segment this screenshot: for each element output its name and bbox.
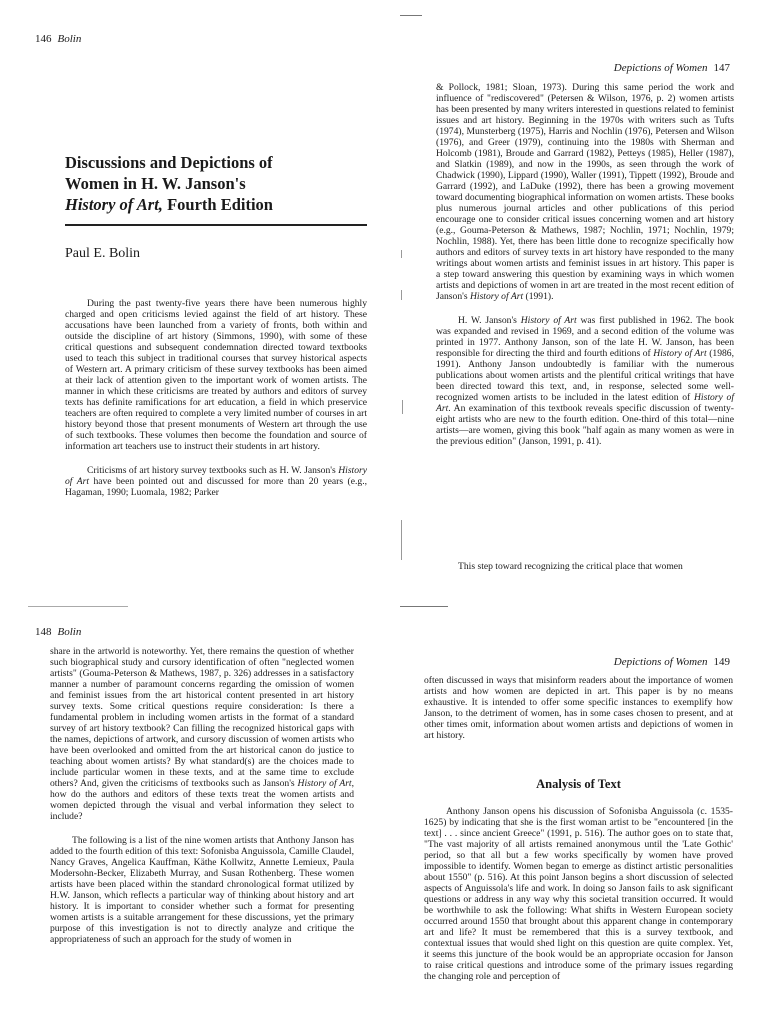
page-number: 149 — [713, 656, 730, 668]
paragraph: often discussed in ways that misinform readers about the importance of women artists and how women are depicted in art. This paper is by no means exhaustive. It is intended to offer some specific instances to exemplify how Janson, to the detriment of women, has in some cases chosen to present, and at other times omit, information about women artists and depictions of women in art history. — [424, 675, 733, 741]
running-head-147 — [614, 62, 730, 74]
column-147-body — [436, 82, 734, 447]
page-number: 147 — [713, 62, 730, 74]
gutter-mark — [401, 520, 402, 560]
column-149-body — [424, 675, 733, 741]
column-146-body — [65, 298, 367, 498]
paragraph — [65, 465, 367, 498]
text-run: (1991). — [523, 291, 554, 302]
text-run: have been pointed out and discussed for more than 20 years (e.g., Hagaman, 1990; Luomala, 1982; Parker — [65, 476, 367, 498]
book-title: History of Art — [297, 778, 352, 789]
title-line-3 — [65, 194, 385, 215]
page-number-146 — [35, 33, 81, 45]
text-run: share in the artworld is noteworthy. Yet, there remains the question of whether such biographical study and cursory identification of often "neglected women artists" (Gouma-Peterson & Mathews, 1987, p. 326) addresses in a satisfactory manner a number of paramount concerns regarding the omission of women and feminist issues from the art historical content presented in art history survey texts. Some critical questions require consideration: Is there a fundamental problem in including women artists in the format of a standard survey of art history textbook? Can filling the recognized historical gaps with the names, depictions of artwork, and cursory discussion of women artists who have been overlooked and omitted from the art historical canon do justice to teaching about women artists? By what standard(s) are the choices made to include particular women in these texts, and at the same time to exclude others? And, given the criticisms of textbooks such as Janson's — [50, 646, 354, 789]
title-line-1: Discussions and Depictions of — [65, 153, 273, 172]
page-number: 148 — [35, 626, 52, 638]
paragraph: The following is a list of the nine women artists that Anthony Janson has added to the fourth edition of this text: Sofonisba Anguissola, Camille Claudel, Nancy Graves, Angelica Kauffman, Käthe Kollwitz, Annette Lemieux, Paula Modersohn-Becker, Elizabeth Murray, and Susan Rothenberg. These women artists have been placed within the standard chronological format utilized by H.W. Janson, which reflects a particular way of thinking about history and art history. It is important to consider whether such a format for presenting women artists is a suitable arrangement for these discussions, yet the primary purpose of this investigation is not to directly analyze and critique the appropriateness of such an approach for the study of women in — [50, 835, 354, 945]
running-head-title: Depictions of Women — [613, 62, 708, 74]
paragraph — [436, 315, 734, 447]
running-head-author: Bolin — [57, 33, 82, 45]
section-heading: Analysis of Text — [536, 777, 621, 791]
running-head-title: Depictions of Women — [613, 656, 708, 668]
paragraph-continued: This step toward recognizing the critical place that women — [458, 561, 683, 572]
text-run: . An examination of this textbook reveals specific discussion of twenty-eight artists who are new to the fourth edition. One-third of this total—nine artists—are women, giving this book "half again as many women as were in the previous edition" (Janson, 1991, p. 41). — [436, 403, 734, 447]
text-run: was first published in 1962. The book was expanded and revised in 1969, and a second edition of the volume was printed in 1977. Anthony Janson, son of the late H. W. Janson, has been responsible for directing the third and fourth editions of — [436, 315, 734, 359]
running-head-author: Bolin — [57, 626, 82, 638]
page-number: 146 — [35, 33, 52, 45]
paragraph — [436, 82, 734, 302]
text-run: , how do the authors and editors of these texts treat the women artists and women depicted through the visual and verbal information they select to include? — [50, 778, 354, 822]
text-run: Criticisms of art history survey textbooks such as H. W. Janson's — [87, 465, 339, 476]
top-edge-mark — [400, 15, 422, 16]
spread-divider — [28, 606, 128, 607]
text-run: (1986, 1991). Anthony Janson undoubtedly is familiar with the numerous publications about women artists and the plentiful critical writings that have been directed toward this text, and, in response, selected some well-recognized women artists to be included in the latest edition of — [436, 348, 734, 403]
title-edition: Fourth Edition — [162, 195, 273, 214]
paragraph: During the past twenty-five years there have been numerous highly charged and open criticisms levied against the field of art history. These accusations have been launched from a variety of fronts, both within and outside the discipline of art history (Simmons, 1990), with some of these critical questions and subsequent condemnation directed toward textbooks used to teach this subject in traditional courses that survey historical aspects of Western art. A primary criticism of these survey textbooks has been aimed at their lack of attention given to the important work of women artists. The manner in which these criticisms are treated by authors and editors of survey texts has definite ramifications for art education, a field in which preservice teachers are often required to complete a very limited number of courses in art history beyond those that present monuments of Western art through the use of such textbooks. These volumes then become the foundation and source of information art teachers use to instruct their students in art history. — [65, 298, 367, 452]
paragraph — [50, 646, 354, 822]
paragraph: Anthony Janson opens his discussion of Sofonisba Anguissola (c. 1535-1625) by indicating that she is the first woman artist to be "encountered [in the text] . . . since ancient Greece" (1991, p. 516). The author goes on to state that, "The vast majority of all artists remained anonymous until the 'Late Gothic' period, so that all but a few works specifically by women have proved impossible to identify. Women began to emerge as distinct artistic personalities about 1550" (p. 516). At this point Janson begins a short discussion of selected aspects of Anguissola's life and work. In doing so Janson fails to ask significant questions or address in any way why this societal transition occurred. It would be worthwhile to ask the following: What shifts in Western European society occurred around 1550 that brought about this apparent change in contemporary art and life? It must be remembered that this is a survey textbook, and contextual issues that would shed light on this question are quite complex. Yet, it seems this juncture of the book would be an appropriate occasion for Janson to raise critical questions and introduce some of the primary issues regarding the changing role and perception of — [424, 806, 733, 982]
title-rule — [65, 224, 367, 226]
title-book-name: History of Art, — [65, 195, 163, 214]
author-name: Paul E. Bolin — [65, 246, 141, 261]
book-title: History of Art — [65, 465, 367, 487]
spread-divider — [400, 606, 448, 607]
gutter-mark — [401, 250, 402, 258]
book-title: History of Art — [520, 315, 577, 326]
book-title: History of Art — [469, 291, 524, 302]
gutter-mark — [401, 290, 402, 300]
article-title — [65, 152, 385, 215]
text-run: & Pollock, 1981; Sloan, 1973). During this same period the work and influence of "rediscovered" (Petersen & Wilson, 1976, p. 2) women artists has been presented by many writers interested in questions related to feminist issues and art history. Beginning in the 1970s with writers such as Tufts (1974), Munsterberg (1975), Harris and Nochlin (1976), Petersen and Wilson (1976), and Greer (1979), continuing into the 1980s with Sherman and Holcomb (1981), Broude and Garrard (1982), Petteys (1985), Heller (1987), and Slatkin (1989), and now in the 1990s, as seen through the work of Chadwick (1990), Lippard (1990), Waller (1991), Tippett (1992), Broude and Garrard (1992), and LaDuke (1992), there has been a growing movement toward documenting biographical information on women artists. These books plus numerous journal articles and other publications of this period encourage one to consider critical issues concerning women and art history (e.g., Gouma-Peterson & Mathews, 1987; Nochlin, 1971; Nochlin, 1979; Nochlin, 1988). Yet, there has been little done to recognize specifically how authors and editors of survey texts in art history have responded to the many writings about women artists and feminist issues in art history. This paper is a step toward answering this question by examining ways in which women artists and depictions of women in art are treated in the most recent edition of Janson's — [436, 82, 734, 302]
column-149-body-continued — [424, 806, 733, 982]
book-title: History of Art — [653, 348, 707, 359]
gutter-mark — [402, 400, 403, 414]
running-head-149 — [614, 656, 730, 668]
page-number-148 — [35, 626, 81, 638]
title-line-2: Women in H. W. Janson's — [65, 174, 246, 193]
text-run: H. W. Janson's — [458, 315, 521, 326]
book-title: History of Art — [436, 392, 734, 414]
column-148-body — [50, 646, 354, 945]
